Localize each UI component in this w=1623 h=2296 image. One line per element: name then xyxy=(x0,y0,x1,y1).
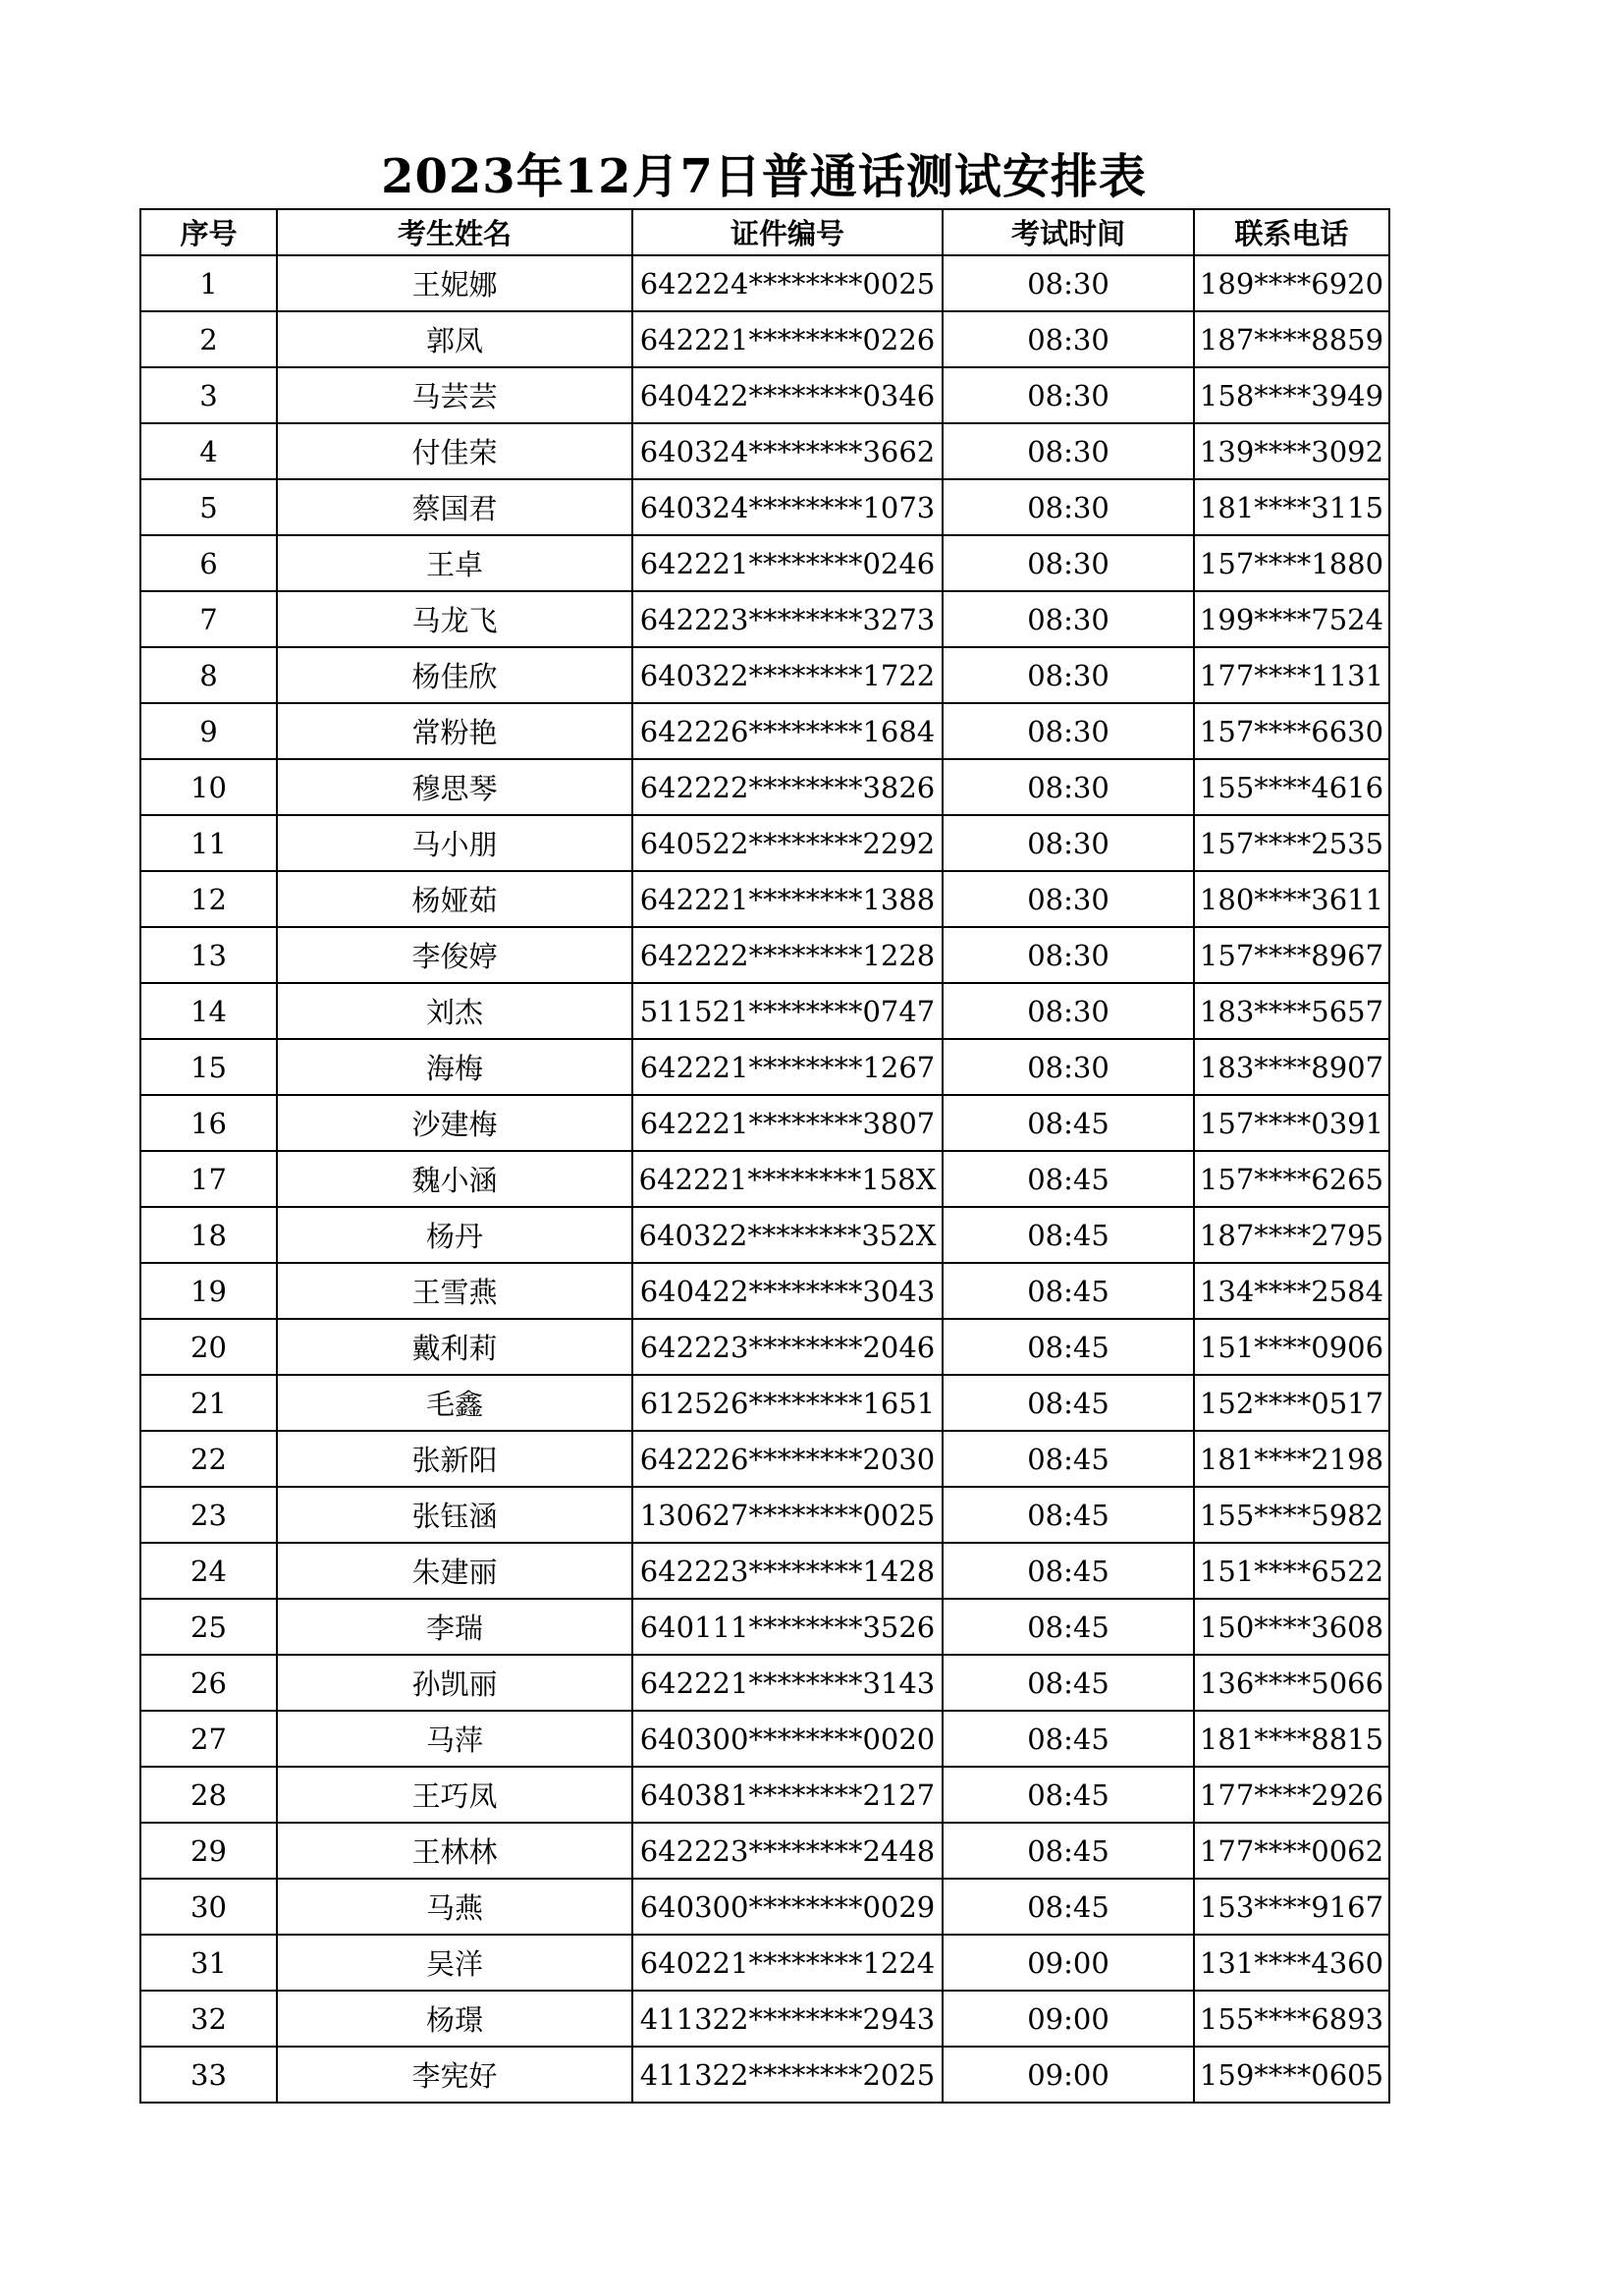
cell-name: 海梅 xyxy=(277,1039,632,1095)
cell-phone: 136****5066 xyxy=(1194,1655,1389,1711)
cell-name: 魏小涵 xyxy=(277,1151,632,1207)
cell-id: 642223********3273 xyxy=(632,591,943,647)
table-row xyxy=(140,1935,1389,1991)
cell-phone: 180****3611 xyxy=(1194,871,1389,927)
cell-no: 16 xyxy=(140,1095,277,1151)
cell-time: 08:45 xyxy=(943,1599,1194,1655)
cell-phone: 139****3092 xyxy=(1194,423,1389,479)
cell-name: 穆思琴 xyxy=(277,759,632,815)
cell-phone: 151****0906 xyxy=(1194,1319,1389,1375)
cell-no: 23 xyxy=(140,1487,277,1543)
column-header-phone: 联系电话 xyxy=(1194,209,1389,255)
column-header-name: 考生姓名 xyxy=(277,209,632,255)
cell-id: 642226********1684 xyxy=(632,703,943,759)
cell-id: 612526********1651 xyxy=(632,1375,943,1431)
cell-time: 08:30 xyxy=(943,1039,1194,1095)
cell-no: 4 xyxy=(140,423,277,479)
cell-name: 张钰涵 xyxy=(277,1487,632,1543)
schedule-table xyxy=(139,208,1390,2104)
cell-time: 08:30 xyxy=(943,423,1194,479)
cell-time: 08:30 xyxy=(943,815,1194,871)
cell-name: 马燕 xyxy=(277,1879,632,1935)
cell-id: 642221********0226 xyxy=(632,311,943,367)
cell-no: 9 xyxy=(140,703,277,759)
cell-no: 31 xyxy=(140,1935,277,1991)
cell-time: 08:45 xyxy=(943,1879,1194,1935)
cell-name: 杨娅茹 xyxy=(277,871,632,927)
cell-name: 戴利莉 xyxy=(277,1319,632,1375)
table-row xyxy=(140,1767,1389,1823)
table-row xyxy=(140,255,1389,311)
cell-id: 511521********0747 xyxy=(632,983,943,1039)
cell-phone: 155****4616 xyxy=(1194,759,1389,815)
cell-name: 王雪燕 xyxy=(277,1263,632,1319)
cell-id: 642223********2046 xyxy=(632,1319,943,1375)
cell-phone: 181****2198 xyxy=(1194,1431,1389,1487)
cell-phone: 187****8859 xyxy=(1194,311,1389,367)
table-row xyxy=(140,871,1389,927)
page-title: 2023年12月7日普通话测试安排表 xyxy=(381,149,1147,204)
cell-time: 08:30 xyxy=(943,703,1194,759)
cell-no: 29 xyxy=(140,1823,277,1879)
column-header-id: 证件编号 xyxy=(632,209,943,255)
table-row xyxy=(140,2047,1389,2103)
cell-id: 642221********1267 xyxy=(632,1039,943,1095)
cell-no: 13 xyxy=(140,927,277,983)
cell-name: 马龙飞 xyxy=(277,591,632,647)
cell-no: 7 xyxy=(140,591,277,647)
cell-no: 21 xyxy=(140,1375,277,1431)
cell-time: 08:30 xyxy=(943,759,1194,815)
cell-id: 640381********2127 xyxy=(632,1767,943,1823)
table-row xyxy=(140,1319,1389,1375)
cell-time: 08:30 xyxy=(943,479,1194,535)
cell-phone: 177****1131 xyxy=(1194,647,1389,703)
table-row xyxy=(140,1095,1389,1151)
cell-name: 李俊婷 xyxy=(277,927,632,983)
cell-time: 08:45 xyxy=(943,1767,1194,1823)
cell-phone: 157****6630 xyxy=(1194,703,1389,759)
cell-no: 17 xyxy=(140,1151,277,1207)
cell-phone: 177****2926 xyxy=(1194,1767,1389,1823)
cell-phone: 157****1880 xyxy=(1194,535,1389,591)
cell-id: 642226********2030 xyxy=(632,1431,943,1487)
table-row xyxy=(140,1151,1389,1207)
cell-id: 640300********0029 xyxy=(632,1879,943,1935)
cell-phone: 157****8967 xyxy=(1194,927,1389,983)
table-row xyxy=(140,1263,1389,1319)
cell-no: 6 xyxy=(140,535,277,591)
table-row xyxy=(140,1207,1389,1263)
table-row xyxy=(140,647,1389,703)
cell-phone: 155****6893 xyxy=(1194,1991,1389,2047)
table-row xyxy=(140,927,1389,983)
cell-no: 19 xyxy=(140,1263,277,1319)
cell-name: 朱建丽 xyxy=(277,1543,632,1599)
cell-no: 24 xyxy=(140,1543,277,1599)
cell-name: 常粉艳 xyxy=(277,703,632,759)
cell-id: 640422********3043 xyxy=(632,1263,943,1319)
cell-phone: 189****6920 xyxy=(1194,255,1389,311)
cell-name: 马萍 xyxy=(277,1711,632,1767)
cell-no: 14 xyxy=(140,983,277,1039)
cell-name: 杨佳欣 xyxy=(277,647,632,703)
cell-name: 沙建梅 xyxy=(277,1095,632,1151)
cell-name: 王妮娜 xyxy=(277,255,632,311)
cell-no: 25 xyxy=(140,1599,277,1655)
cell-time: 09:00 xyxy=(943,1935,1194,1991)
cell-name: 王巧凤 xyxy=(277,1767,632,1823)
cell-id: 642223********2448 xyxy=(632,1823,943,1879)
table-header-row xyxy=(140,209,1389,255)
table-row xyxy=(140,1823,1389,1879)
column-header-no: 序号 xyxy=(140,209,277,255)
cell-time: 08:45 xyxy=(943,1375,1194,1431)
cell-name: 马小朋 xyxy=(277,815,632,871)
column-header-time: 考试时间 xyxy=(943,209,1194,255)
cell-name: 马芸芸 xyxy=(277,367,632,423)
cell-id: 642221********158X xyxy=(632,1151,943,1207)
cell-time: 08:45 xyxy=(943,1711,1194,1767)
cell-time: 08:30 xyxy=(943,535,1194,591)
cell-time: 08:30 xyxy=(943,367,1194,423)
cell-name: 付佳荣 xyxy=(277,423,632,479)
cell-time: 08:30 xyxy=(943,927,1194,983)
cell-name: 吴洋 xyxy=(277,1935,632,1991)
cell-id: 642221********1388 xyxy=(632,871,943,927)
table-row xyxy=(140,1991,1389,2047)
cell-no: 30 xyxy=(140,1879,277,1935)
cell-time: 08:45 xyxy=(943,1655,1194,1711)
table-row xyxy=(140,1655,1389,1711)
cell-name: 王卓 xyxy=(277,535,632,591)
cell-name: 刘杰 xyxy=(277,983,632,1039)
table-row xyxy=(140,1879,1389,1935)
table-row xyxy=(140,1487,1389,1543)
table-row xyxy=(140,815,1389,871)
cell-phone: 181****3115 xyxy=(1194,479,1389,535)
cell-no: 15 xyxy=(140,1039,277,1095)
cell-phone: 177****0062 xyxy=(1194,1823,1389,1879)
cell-phone: 187****2795 xyxy=(1194,1207,1389,1263)
table-row xyxy=(140,703,1389,759)
table-body xyxy=(140,255,1389,2103)
cell-id: 640324********1073 xyxy=(632,479,943,535)
cell-time: 08:45 xyxy=(943,1543,1194,1599)
cell-time: 08:30 xyxy=(943,871,1194,927)
cell-phone: 150****3608 xyxy=(1194,1599,1389,1655)
cell-time: 09:00 xyxy=(943,1991,1194,2047)
cell-no: 26 xyxy=(140,1655,277,1711)
table-row xyxy=(140,1039,1389,1095)
cell-phone: 157****0391 xyxy=(1194,1095,1389,1151)
table-row xyxy=(140,591,1389,647)
table-row xyxy=(140,367,1389,423)
cell-name: 李宪好 xyxy=(277,2047,632,2103)
cell-time: 08:45 xyxy=(943,1431,1194,1487)
cell-phone: 157****6265 xyxy=(1194,1151,1389,1207)
table-row xyxy=(140,1711,1389,1767)
table-row xyxy=(140,1599,1389,1655)
cell-no: 12 xyxy=(140,871,277,927)
cell-time: 08:45 xyxy=(943,1151,1194,1207)
cell-phone: 134****2584 xyxy=(1194,1263,1389,1319)
table-row xyxy=(140,423,1389,479)
cell-no: 3 xyxy=(140,367,277,423)
cell-name: 孙凯丽 xyxy=(277,1655,632,1711)
cell-phone: 199****7524 xyxy=(1194,591,1389,647)
cell-id: 640522********2292 xyxy=(632,815,943,871)
cell-no: 22 xyxy=(140,1431,277,1487)
cell-phone: 151****6522 xyxy=(1194,1543,1389,1599)
cell-time: 08:30 xyxy=(943,311,1194,367)
cell-id: 642223********1428 xyxy=(632,1543,943,1599)
cell-time: 08:45 xyxy=(943,1823,1194,1879)
cell-time: 09:00 xyxy=(943,2047,1194,2103)
table-row xyxy=(140,983,1389,1039)
cell-phone: 153****9167 xyxy=(1194,1879,1389,1935)
cell-time: 08:30 xyxy=(943,983,1194,1039)
cell-name: 毛鑫 xyxy=(277,1375,632,1431)
cell-time: 08:45 xyxy=(943,1487,1194,1543)
cell-no: 1 xyxy=(140,255,277,311)
cell-time: 08:45 xyxy=(943,1207,1194,1263)
cell-id: 640221********1224 xyxy=(632,1935,943,1991)
cell-no: 11 xyxy=(140,815,277,871)
cell-no: 28 xyxy=(140,1767,277,1823)
cell-id: 411322********2943 xyxy=(632,1991,943,2047)
cell-phone: 131****4360 xyxy=(1194,1935,1389,1991)
cell-id: 642224********0025 xyxy=(632,255,943,311)
table-row xyxy=(140,1375,1389,1431)
cell-no: 8 xyxy=(140,647,277,703)
cell-name: 李瑞 xyxy=(277,1599,632,1655)
table-row xyxy=(140,311,1389,367)
cell-id: 640422********0346 xyxy=(632,367,943,423)
cell-id: 411322********2025 xyxy=(632,2047,943,2103)
cell-no: 33 xyxy=(140,2047,277,2103)
cell-time: 08:45 xyxy=(943,1319,1194,1375)
cell-phone: 152****0517 xyxy=(1194,1375,1389,1431)
cell-id: 642221********3807 xyxy=(632,1095,943,1151)
cell-no: 32 xyxy=(140,1991,277,2047)
cell-phone: 157****2535 xyxy=(1194,815,1389,871)
cell-name: 张新阳 xyxy=(277,1431,632,1487)
cell-time: 08:30 xyxy=(943,255,1194,311)
cell-time: 08:30 xyxy=(943,591,1194,647)
cell-id: 642222********3826 xyxy=(632,759,943,815)
cell-id: 640324********3662 xyxy=(632,423,943,479)
cell-time: 08:45 xyxy=(943,1263,1194,1319)
cell-no: 20 xyxy=(140,1319,277,1375)
cell-id: 640300********0020 xyxy=(632,1711,943,1767)
cell-time: 08:45 xyxy=(943,1095,1194,1151)
cell-time: 08:30 xyxy=(943,647,1194,703)
table-row xyxy=(140,535,1389,591)
cell-id: 130627********0025 xyxy=(632,1487,943,1543)
table-row xyxy=(140,759,1389,815)
cell-id: 642221********0246 xyxy=(632,535,943,591)
cell-name: 郭凤 xyxy=(277,311,632,367)
cell-no: 5 xyxy=(140,479,277,535)
cell-phone: 158****3949 xyxy=(1194,367,1389,423)
cell-phone: 183****8907 xyxy=(1194,1039,1389,1095)
cell-no: 10 xyxy=(140,759,277,815)
cell-phone: 183****5657 xyxy=(1194,983,1389,1039)
cell-id: 640322********1722 xyxy=(632,647,943,703)
cell-no: 18 xyxy=(140,1207,277,1263)
cell-id: 640322********352X xyxy=(632,1207,943,1263)
cell-no: 27 xyxy=(140,1711,277,1767)
table-row xyxy=(140,1543,1389,1599)
table-row xyxy=(140,479,1389,535)
cell-name: 杨丹 xyxy=(277,1207,632,1263)
cell-phone: 155****5982 xyxy=(1194,1487,1389,1543)
cell-name: 蔡国君 xyxy=(277,479,632,535)
cell-phone: 181****8815 xyxy=(1194,1711,1389,1767)
cell-id: 642222********1228 xyxy=(632,927,943,983)
cell-phone: 159****0605 xyxy=(1194,2047,1389,2103)
cell-name: 王林林 xyxy=(277,1823,632,1879)
cell-name: 杨璟 xyxy=(277,1991,632,2047)
table-row xyxy=(140,1431,1389,1487)
cell-id: 642221********3143 xyxy=(632,1655,943,1711)
cell-no: 2 xyxy=(140,311,277,367)
cell-id: 640111********3526 xyxy=(632,1599,943,1655)
